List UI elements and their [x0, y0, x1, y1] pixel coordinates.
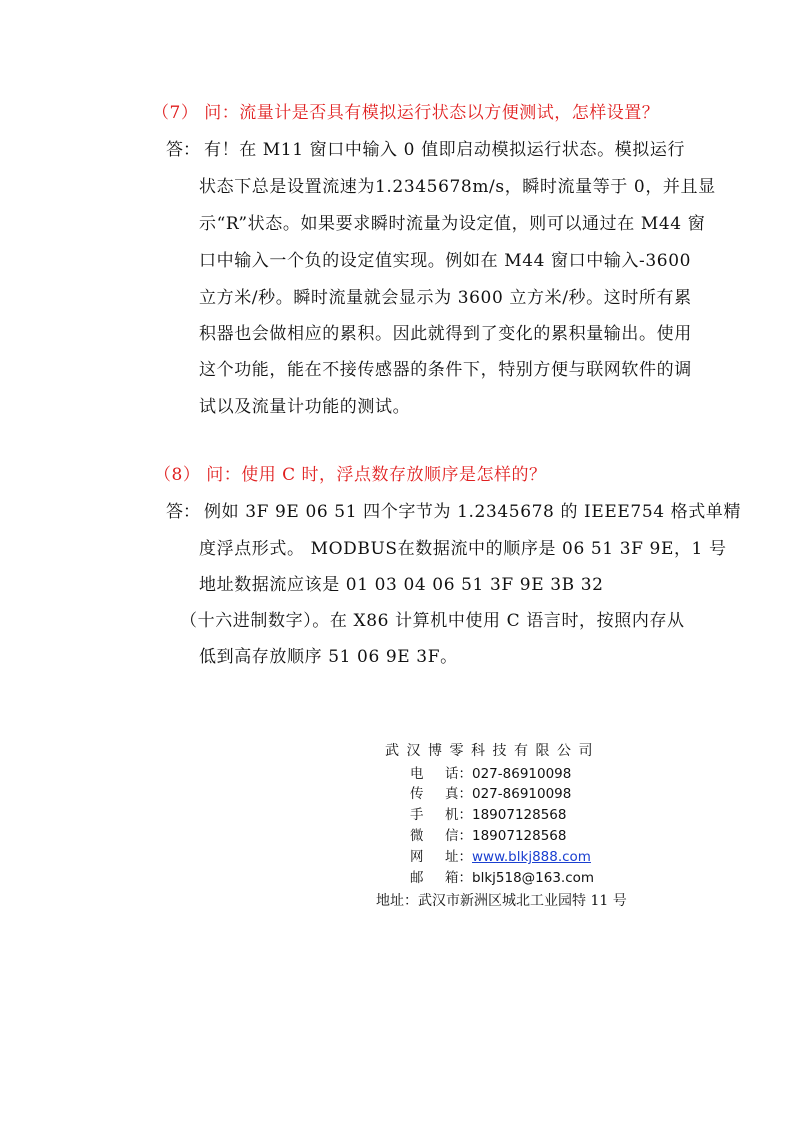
- contact-label-b: 真：: [445, 786, 472, 802]
- contact-label-b: 址：: [445, 849, 472, 865]
- answer-8-line-1: 例如 3F 9E 06 51 四个字节为 1.2345678 的 IEEE754 格式单精: [204, 502, 742, 522]
- answer-7-line-5: 立方米/秒。瞬时流量就会显示为 3600 立方米/秒。这时所有累: [199, 288, 692, 308]
- company-name: 武汉博零科技有限公司: [385, 743, 600, 759]
- contact-label-a: 网: [410, 849, 424, 865]
- contact-label-b: 信：: [445, 828, 472, 844]
- contact-label-a: 电: [410, 766, 424, 782]
- answer-7-line-3: 示“R”状态。如果要求瞬时流量为设定值，则可以通过在 M44 窗: [199, 214, 706, 234]
- answer-7-line-2: 状态下总是设置流速为1.2345678m/s，瞬时流量等于 0，并且显: [199, 177, 716, 197]
- contact-fax: [410, 782, 571, 802]
- contact-value: 18907128568: [472, 828, 567, 844]
- answer-7-line-6: 积器也会做相应的累积。因此就得到了变化的累积量输出。使用: [199, 324, 692, 344]
- contact-value: 027-86910098: [472, 786, 572, 802]
- contact-label-b: 箱：: [445, 870, 472, 886]
- contact-label-a: 微: [410, 828, 424, 844]
- answer-8-line-5: 低到高存放顺序 51 06 9E 3F。: [199, 647, 458, 667]
- website-link[interactable]: www.blkj888.com: [472, 849, 591, 865]
- contact-mobile: [410, 803, 566, 823]
- answer-7-line-8: 试以及流量计功能的测试。: [199, 397, 411, 417]
- answer-8-label: 答：: [166, 502, 200, 522]
- answer-7-line-4: 口中输入一个负的设定值实现。例如在 M44 窗口中输入-3600: [199, 251, 692, 271]
- contact-label-a: 传: [410, 786, 424, 802]
- answer-8-line-2: 度浮点形式。 MODBUS在数据流中的顺序是 06 51 3F 9E，1 号: [199, 539, 727, 559]
- answer-7-line-1: 有！在 M11 窗口中输入 0 值即启动模拟运行状态。模拟运行: [204, 140, 686, 160]
- contact-label-b: 机：: [445, 807, 472, 823]
- answer-7-line-7: 这个功能，能在不接传感器的条件下，特别方便与联网软件的调: [199, 360, 692, 380]
- answer-8-line-3: 地址数据流应该是 01 03 04 06 51 3F 9E 3B 32: [199, 575, 604, 595]
- company-address: 地址：武汉市新洲区城北工业园特 11 号: [376, 893, 627, 909]
- contact-value: blkj518@163.com: [472, 870, 595, 886]
- contact-label-b: 话：: [445, 766, 472, 782]
- contact-phone: [410, 762, 571, 782]
- contact-value: 027-86910098: [472, 766, 572, 782]
- contact-email: [410, 866, 594, 886]
- contact-label-a: 邮: [410, 870, 424, 886]
- contact-website: [410, 845, 591, 865]
- answer-8-line-4: （十六进制数字）。在 X86 计算机中使用 C 语言时，按照内存从: [180, 611, 685, 631]
- answer-7-label: 答：: [166, 140, 200, 160]
- question-8: （8） 问：使用 C 时，浮点数存放顺序是怎样的？: [154, 465, 547, 485]
- contact-wechat: [410, 824, 566, 844]
- contact-label-a: 手: [410, 807, 424, 823]
- contact-value: 18907128568: [472, 807, 567, 823]
- question-7: （7） 问：流量计是否具有模拟运行状态以方便测试，怎样设置？: [152, 103, 660, 123]
